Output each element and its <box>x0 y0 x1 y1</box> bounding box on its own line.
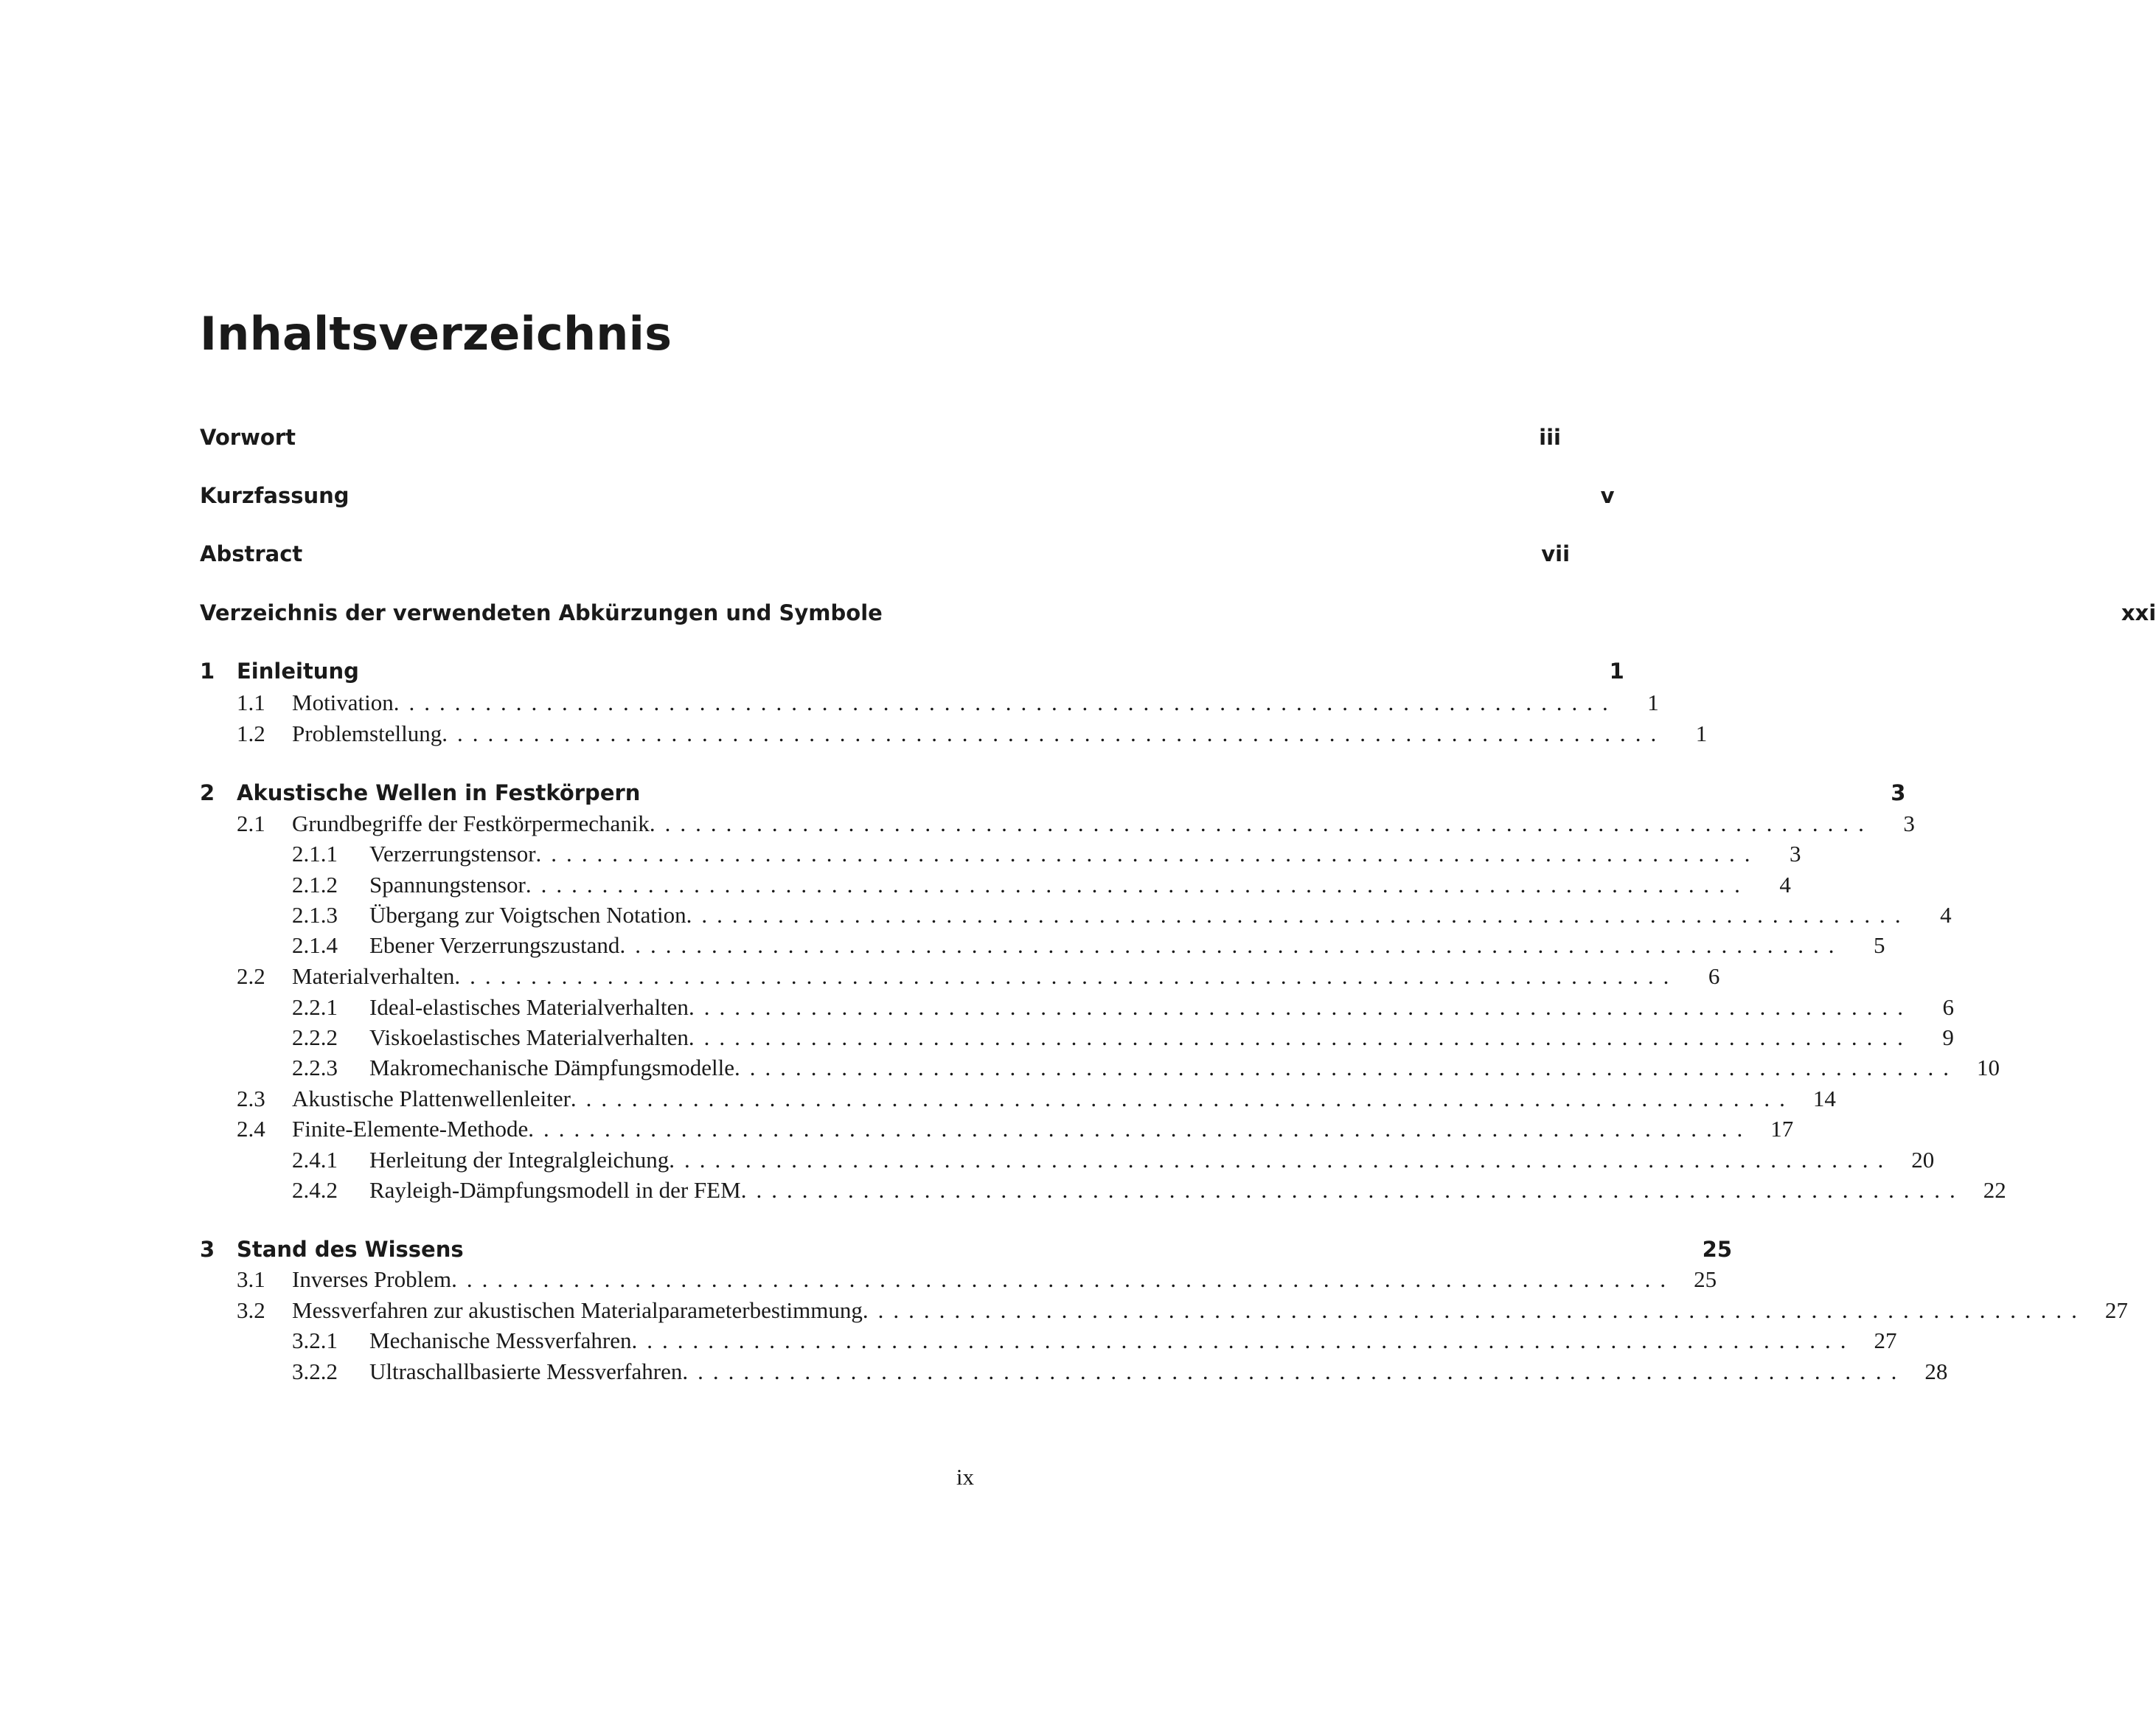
toc-entry-page: 1 <box>1695 721 1708 746</box>
toc-entry-subsection[interactable] <box>200 1327 1897 1358</box>
toc-entry-title: Einleitung <box>237 659 359 684</box>
toc-entry-page: 5 <box>1873 932 1885 958</box>
toc-entry-number: 3.2.1 <box>292 1327 338 1353</box>
toc-entry-number: 2.1.1 <box>292 841 338 867</box>
toc-entry-page: 1 <box>1609 659 1624 684</box>
toc-entry-page: 4 <box>1779 872 1791 898</box>
toc-entry-page: 10 <box>1977 1055 2000 1080</box>
dot-leader: ................................................................................ <box>619 932 1844 958</box>
toc-entry-page: 25 <box>1702 1237 1732 1262</box>
toc-entry-page: v <box>1600 483 1615 508</box>
toc-entry-title: Übergang zur Voigtschen Notation <box>369 902 686 928</box>
toc-entry-front[interactable] <box>200 541 1571 572</box>
toc-entry-page: 3 <box>1790 841 1801 867</box>
toc-entry-page: vii <box>1541 541 1571 566</box>
toc-entry-subsection[interactable] <box>200 1024 1954 1055</box>
toc-entry-number: 2.4 <box>237 1116 265 1142</box>
toc-entry-number: 2.1.2 <box>292 872 338 898</box>
dot-leader: ................................................................................ <box>740 1177 1965 1203</box>
toc-entry-page: 4 <box>1940 902 1952 928</box>
toc-entry-title: Messverfahren zur akustischen Materialparameterbestimmung <box>292 1297 863 1323</box>
toc-entry-number: 1.1 <box>237 690 265 715</box>
toc-entry-number: 3 <box>200 1237 215 1262</box>
toc-entry-number: 2.4.2 <box>292 1177 338 1203</box>
toc-entry-subsection[interactable] <box>200 1055 2000 1086</box>
toc-entry-title: Makromechanische Dämpfungsmodelle <box>369 1055 734 1080</box>
toc-entry-title: Ultraschallbasierte Messverfahren <box>369 1358 683 1384</box>
toc-entry-subsection[interactable] <box>200 1358 1948 1389</box>
toc-entry-title: Viskoelastisches Materialverhalten <box>369 1024 689 1050</box>
toc-entry-page: 1 <box>1647 690 1659 715</box>
page-title: Inhaltsverzeichnis <box>200 307 672 361</box>
toc-entry-section[interactable] <box>200 721 1708 752</box>
toc-entry-page: 9 <box>1942 1024 1954 1050</box>
toc-entry-number: 2.2.3 <box>292 1055 338 1080</box>
dot-leader: ................................................................................ <box>535 841 1760 867</box>
toc-entry-front[interactable] <box>200 600 2156 631</box>
toc-entry-section[interactable] <box>200 1266 1717 1297</box>
toc-entry-page: 17 <box>1770 1116 1794 1142</box>
toc-entry-page: 20 <box>1911 1147 1935 1173</box>
toc-entry-subsection[interactable] <box>200 872 1791 903</box>
dot-leader: ................................................................................ <box>528 1116 1753 1142</box>
toc-entry-section[interactable] <box>200 1297 2128 1328</box>
toc-entry-number: 1 <box>200 659 215 684</box>
toc-entry-section[interactable] <box>200 811 1915 841</box>
toc-entry-chapter[interactable] <box>200 1236 1732 1267</box>
toc-entry-subsection[interactable] <box>200 1177 2006 1208</box>
toc-entry-number: 2.2.1 <box>292 994 338 1020</box>
toc-entry-page: 14 <box>1812 1086 1836 1111</box>
toc-entry-title: Problemstellung <box>292 721 442 746</box>
toc-entry-title: Finite-Elemente-Methode <box>292 1116 529 1142</box>
toc-entry-chapter[interactable] <box>200 780 1906 811</box>
toc-entry-page: 27 <box>1874 1327 1897 1353</box>
toc-entry-section[interactable] <box>200 1086 1836 1117</box>
toc-entry-title: Rayleigh-Dämpfungsmodell in der FEM <box>369 1177 741 1203</box>
toc-entry-number: 1.2 <box>237 721 265 746</box>
dot-leader: ................................................................................ <box>649 811 1874 836</box>
toc-entry-number: 3.1 <box>237 1266 265 1292</box>
toc-entry-title: Inverses Problem <box>292 1266 452 1292</box>
toc-entry-number: 2 <box>200 780 215 805</box>
dot-leader: ................................................................................ <box>454 963 1679 989</box>
toc-entry-title: Verzerrungstensor <box>369 841 536 867</box>
toc-entry-title: Materialverhalten <box>292 963 455 989</box>
toc-entry-number: 3.2 <box>237 1297 265 1323</box>
dot-leader: ................................................................................ <box>631 1327 1856 1353</box>
toc-entry-page: 22 <box>1983 1177 2006 1203</box>
toc-entry-number: 2.2 <box>237 963 265 989</box>
toc-entry-title: Ideal-elastisches Materialverhalten <box>369 994 689 1020</box>
toc-entry-section[interactable] <box>200 963 1720 994</box>
toc-entry-page: 27 <box>2104 1297 2128 1323</box>
toc-entry-subsection[interactable] <box>200 1147 1935 1178</box>
dot-leader: ................................................................................ <box>442 721 1666 746</box>
toc-entry-title: Mechanische Messverfahren <box>369 1327 632 1353</box>
table-of-contents <box>200 0 2156 1725</box>
toc-entry-page: 6 <box>1942 994 1954 1020</box>
dot-leader: ................................................................................ <box>682 1358 1907 1384</box>
toc-entry-front[interactable] <box>200 424 1561 455</box>
dot-leader: ................................................................................ <box>669 1147 1894 1173</box>
toc-entry-subsection[interactable] <box>200 841 1801 872</box>
toc-entry-number: 2.2.2 <box>292 1024 338 1050</box>
toc-entry-title: Grundbegriffe der Festkörpermechanik <box>292 811 650 836</box>
toc-entry-page: iii <box>1539 425 1561 450</box>
dot-leader: ................................................................................ <box>688 1024 1913 1050</box>
toc-entry-title: Spannungstensor <box>369 872 526 898</box>
dot-leader: ................................................................................ <box>525 872 1750 898</box>
toc-entry-subsection[interactable] <box>200 994 1954 1025</box>
toc-entry-section[interactable] <box>200 1116 1794 1147</box>
toc-entry-title: Abstract <box>200 541 303 566</box>
dot-leader: ................................................................................ <box>686 902 1910 928</box>
toc-entry-page: 6 <box>1708 963 1720 989</box>
toc-entry-front[interactable] <box>200 482 1615 513</box>
toc-entry-title: Kurzfassung <box>200 483 350 508</box>
toc-entry-title: Stand des Wissens <box>237 1237 464 1262</box>
dot-leader: ................................................................................ <box>688 994 1913 1020</box>
toc-entry-section[interactable] <box>200 690 1659 721</box>
dot-leader: ................................................................................ <box>451 1266 1676 1292</box>
toc-entry-page: 3 <box>1903 811 1915 836</box>
toc-entry-page: 25 <box>1694 1266 1717 1292</box>
toc-entry-title: Motivation <box>292 690 394 715</box>
toc-entry-title: Herleitung der Integralgleichung <box>369 1147 670 1173</box>
toc-entry-title: Ebener Verzerrungszustand <box>369 932 620 958</box>
dot-leader: ................................................................................ <box>734 1055 1958 1080</box>
dot-leader: ................................................................................ <box>862 1297 2087 1323</box>
toc-entry-page: 28 <box>1924 1358 1948 1384</box>
toc-entry-number: 2.1.4 <box>292 932 338 958</box>
toc-entry-number: 2.3 <box>237 1086 265 1111</box>
toc-entry-chapter[interactable] <box>200 658 1624 689</box>
toc-entry-number: 2.1.3 <box>292 902 338 928</box>
page-number: ix <box>956 1464 974 1490</box>
toc-entry-number: 2.1 <box>237 811 265 836</box>
dot-leader: ................................................................................ <box>393 690 1618 715</box>
toc-entry-title: Akustische Plattenwellenleiter <box>292 1086 571 1111</box>
toc-entry-subsection[interactable] <box>200 902 1952 933</box>
toc-entry-number: 3.2.2 <box>292 1358 338 1384</box>
toc-entry-page: 3 <box>1891 780 1906 805</box>
toc-entry-subsection[interactable] <box>200 932 1885 963</box>
dot-leader: ................................................................................ <box>570 1086 1795 1111</box>
toc-entry-title: Akustische Wellen in Festkörpern <box>237 780 641 805</box>
toc-entry-title: Vorwort <box>200 425 296 450</box>
toc-entry-title: Verzeichnis der verwendeten Abkürzungen und Symbole <box>200 600 883 625</box>
toc-entry-page: xxi <box>2121 600 2156 625</box>
toc-entry-number: 2.4.1 <box>292 1147 338 1173</box>
